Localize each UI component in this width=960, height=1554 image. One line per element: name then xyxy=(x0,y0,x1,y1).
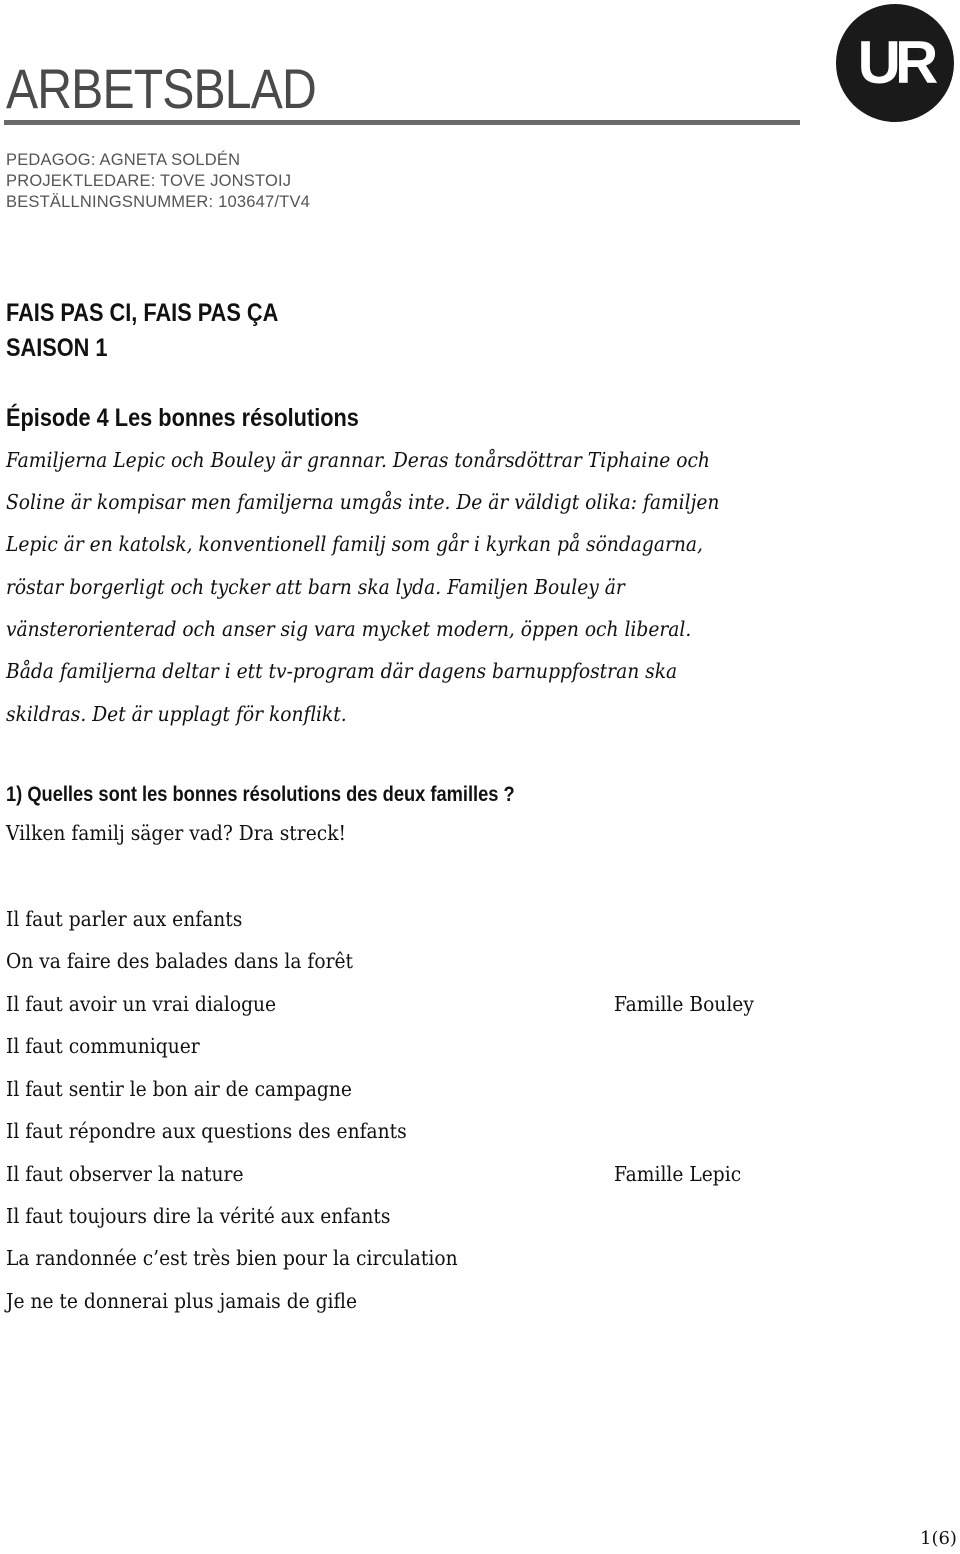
question-title: 1) Quelles sont les bonnes résolutions des deux familles ? xyxy=(6,783,515,806)
question-instruction: Vilken familj säger vad? Dra streck! xyxy=(6,821,346,845)
header-divider xyxy=(4,120,800,125)
intro-line: Lepic är en katolsk, konventionell familj som går i kyrkan på söndagarna, xyxy=(6,532,703,556)
series-title: FAIS PAS CI, FAIS PAS ÇA xyxy=(6,299,279,327)
statement-item[interactable]: La randonnée c’est très bien pour la circulation xyxy=(6,1246,458,1270)
statement-item[interactable]: Il faut observer la nature xyxy=(6,1162,244,1186)
statement-item[interactable]: Il faut communiquer xyxy=(6,1034,200,1058)
statement-item[interactable]: On va faire des balades dans la forêt xyxy=(6,949,354,973)
intro-line: Soline är kompisar men familjerna umgås inte. De är väldigt olika: familjen xyxy=(6,490,720,514)
page-number: 1(6) xyxy=(920,1528,957,1549)
family-bouley-target[interactable]: Famille Bouley xyxy=(614,992,754,1016)
season-title: SAISON 1 xyxy=(6,334,108,362)
statement-item[interactable]: Il faut répondre aux questions des enfants xyxy=(6,1119,407,1143)
ur-logo-icon xyxy=(836,4,954,122)
family-lepic-target[interactable]: Famille Lepic xyxy=(614,1162,742,1186)
document-title: ARBETSBLAD xyxy=(6,57,316,120)
intro-line: röstar borgerligt och tycker att barn ska lyda. Familjen Bouley är xyxy=(6,575,625,599)
intro-line: vänsterorienterad och anser sig vara mycket modern, öppen och liberal. xyxy=(6,617,692,641)
statement-item[interactable]: Il faut parler aux enfants xyxy=(6,907,243,931)
logo-text: UR xyxy=(857,29,933,96)
intro-line: Familjerna Lepic och Bouley är grannar. Deras tonårsdöttrar Tiphaine och xyxy=(6,448,710,472)
statement-item[interactable]: Il faut avoir un vrai dialogue xyxy=(6,992,277,1016)
intro-line: skildras. Det är upplagt för konflikt. xyxy=(6,702,347,726)
pedagog-line: PEDAGOG: AGNETA SOLDÉN xyxy=(6,151,241,169)
projektledare-line: PROJEKTLEDARE: TOVE JONSTOIJ xyxy=(6,172,292,190)
statement-item[interactable]: Il faut toujours dire la vérité aux enfants xyxy=(6,1204,391,1228)
episode-title: Épisode 4 Les bonnes résolutions xyxy=(6,404,359,432)
bestallningsnummer-line: BESTÄLLNINGSNUMMER: 103647/TV4 xyxy=(6,193,311,211)
intro-line: Båda familjerna deltar i ett tv-program där dagens barnuppfostran ska xyxy=(6,659,678,683)
statement-item[interactable]: Il faut sentir le bon air de campagne xyxy=(6,1077,352,1101)
statement-item[interactable]: Je ne te donnerai plus jamais de gifle xyxy=(6,1289,358,1313)
